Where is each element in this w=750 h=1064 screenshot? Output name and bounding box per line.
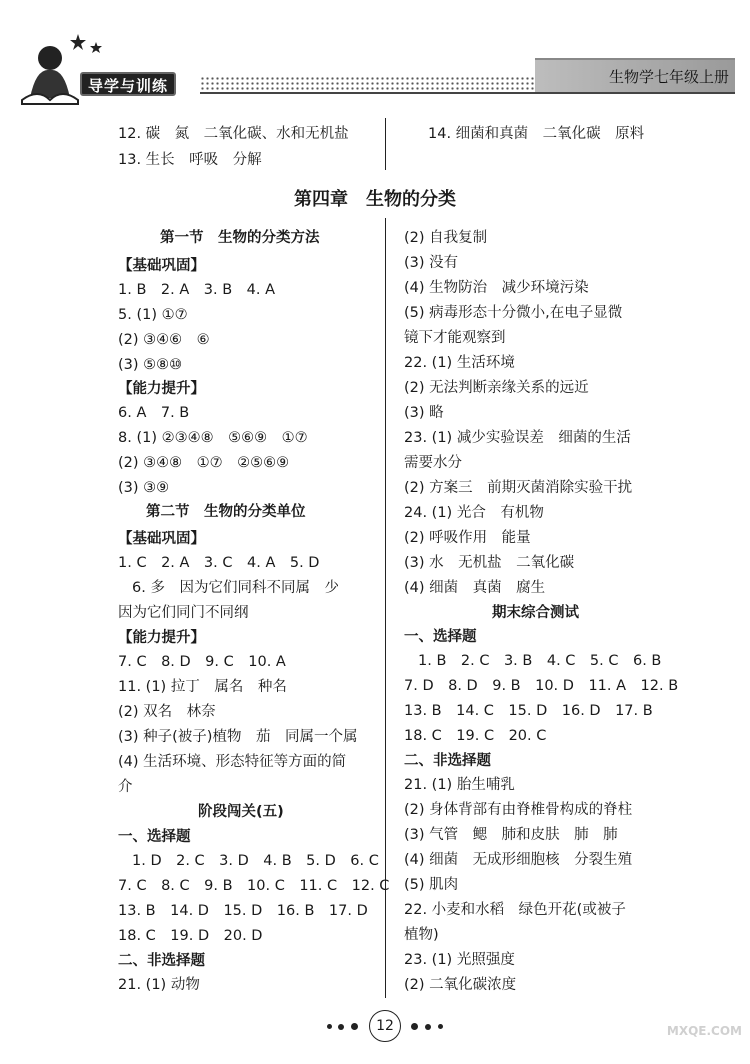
page-header xyxy=(0,0,750,110)
answer-line: (4) 细菌 真菌 腐生 xyxy=(404,580,546,596)
answer-line: 14. 细菌和真菌 二氧化碳 原料 xyxy=(428,126,645,142)
subsection-title: 二、非选择题 xyxy=(404,753,491,769)
answer-line: 需要水分 xyxy=(404,455,462,471)
answer-line: (2) 二氧化碳浓度 xyxy=(404,977,517,993)
answer-line: (2) ③④⑥ ⑥ xyxy=(118,332,210,348)
answer-line: (3) 气管 鳃 肺和皮肤 肺 肺 xyxy=(404,827,618,843)
answer-line: (4) 生物防治 减少环境污染 xyxy=(404,280,589,296)
answer-line: (2) 双名 林奈 xyxy=(118,704,216,720)
subsection-title: 一、选择题 xyxy=(404,629,477,645)
answer-line: 21. (1) 动物 xyxy=(118,977,200,993)
subsection-title: 一、选择题 xyxy=(118,829,191,845)
answer-line: 因为它们同门不同纲 xyxy=(118,605,249,621)
answer-line: 6. A 7. B xyxy=(118,405,190,421)
stars-icon xyxy=(70,32,106,60)
answer-line: (2) 方案三 前期灭菌消除实验干扰 xyxy=(404,480,633,496)
answer-line: (4) 细菌 无成形细胞核 分裂生殖 xyxy=(404,852,633,868)
answer-line: 18. C 19. C 20. C xyxy=(404,728,547,744)
answer-line: 7. C 8. C 9. B 10. C 11. C 12. C xyxy=(118,878,390,894)
answer-line: 8. (1) ②③④⑧ ⑤⑥⑨ ①⑦ xyxy=(118,430,308,446)
answer-line: (2) ③④⑧ ①⑦ ②⑤⑥⑨ xyxy=(118,455,290,471)
section-title: 第一节 生物的分类方法 xyxy=(160,230,320,246)
answer-line: 23. (1) 光照强度 xyxy=(404,952,515,968)
footer-dot-decoration xyxy=(338,1024,344,1030)
column-divider xyxy=(385,118,386,170)
answer-line: 6. 多 因为它们同科不同属 少 xyxy=(132,580,339,596)
subsection-title: 【基础巩固】 xyxy=(118,531,205,547)
answer-line: 23. (1) 减少实验误差 细菌的生活 xyxy=(404,430,631,446)
section-title: 第二节 生物的分类单位 xyxy=(146,504,306,520)
page-number: 12 xyxy=(369,1010,401,1042)
answer-line: (3) 略 xyxy=(404,405,444,421)
answer-line: (2) 身体背部有由脊椎骨构成的脊柱 xyxy=(404,802,633,818)
footer-dot-decoration xyxy=(327,1024,332,1029)
section-title: 期末综合测试 xyxy=(492,605,579,621)
answer-line: 13. B 14. C 15. D 16. D 17. B xyxy=(404,703,653,719)
answer-line: (3) ③⑨ xyxy=(118,480,170,496)
watermark: MXQE.COM xyxy=(666,1024,742,1038)
subsection-title: 【能力提升】 xyxy=(118,381,205,397)
answer-line: 1. B 2. A 3. B 4. A xyxy=(118,282,276,298)
answer-line: (3) ⑤⑧⑩ xyxy=(118,357,183,373)
answer-line: 11. (1) 拉丁 属名 种名 xyxy=(118,679,287,695)
answer-line: 13. 生长 呼吸 分解 xyxy=(118,152,262,168)
answer-line: 介 xyxy=(118,779,133,795)
answer-line: (2) 呼吸作用 能量 xyxy=(404,530,531,546)
answer-line: (3) 种子(被子)植物 茄 同属一个属 xyxy=(118,729,358,745)
answer-line: (5) 肌肉 xyxy=(404,877,459,893)
answer-line: 13. B 14. D 15. D 16. B 17. D xyxy=(118,903,368,919)
subsection-title: 【能力提升】 xyxy=(118,630,205,646)
answer-line: 镜下才能观察到 xyxy=(404,330,506,346)
answer-line: 12. 碳 氮 二氧化碳、水和无机盐 xyxy=(118,126,349,142)
answer-line: 22. 小麦和水稻 绿色开花(或被子 xyxy=(404,902,626,918)
answer-line: (5) 病毒形态十分微小,在电子显微 xyxy=(404,305,623,321)
subsection-title: 【基础巩固】 xyxy=(118,258,205,274)
subject-label: 生物学七年级上册 xyxy=(535,58,735,92)
answer-line: (2) 无法判断亲缘关系的远近 xyxy=(404,380,589,396)
subsection-title: 二、非选择题 xyxy=(118,953,205,969)
answer-line: 7. C 8. D 9. C 10. A xyxy=(118,654,286,670)
footer-dot-decoration xyxy=(411,1023,418,1030)
answer-line: 21. (1) 胎生哺乳 xyxy=(404,777,515,793)
chapter-title: 第四章 生物的分类 xyxy=(294,189,456,210)
brand-banner: 导学与训练 xyxy=(80,72,176,96)
footer-dot-decoration xyxy=(351,1023,358,1030)
answer-line: 24. (1) 光合 有机物 xyxy=(404,505,544,521)
answer-line: 植物) xyxy=(404,927,439,943)
answer-line: (3) 水 无机盐 二氧化碳 xyxy=(404,555,575,571)
answer-line: (4) 生活环境、形态特征等方面的简 xyxy=(118,754,347,770)
footer-dot-decoration xyxy=(438,1024,443,1029)
answer-line: 18. C 19. D 20. D xyxy=(118,928,263,944)
answer-line: 1. D 2. C 3. D 4. B 5. D 6. C xyxy=(132,853,379,869)
answer-line: 1. B 2. C 3. B 4. C 5. C 6. B xyxy=(418,653,662,669)
answer-line: 22. (1) 生活环境 xyxy=(404,355,515,371)
header-dots-decoration xyxy=(200,76,540,92)
header-rule xyxy=(200,92,735,94)
answer-line: 5. (1) ①⑦ xyxy=(118,307,188,323)
section-title: 阶段闯关(五) xyxy=(198,804,284,820)
answer-line: (2) 自我复制 xyxy=(404,230,488,246)
answer-line: 7. D 8. D 9. B 10. D 11. A 12. B xyxy=(404,678,679,694)
answer-line: 1. C 2. A 3. C 4. A 5. D xyxy=(118,555,320,571)
footer-dot-decoration xyxy=(425,1024,431,1030)
answer-line: (3) 没有 xyxy=(404,255,459,271)
